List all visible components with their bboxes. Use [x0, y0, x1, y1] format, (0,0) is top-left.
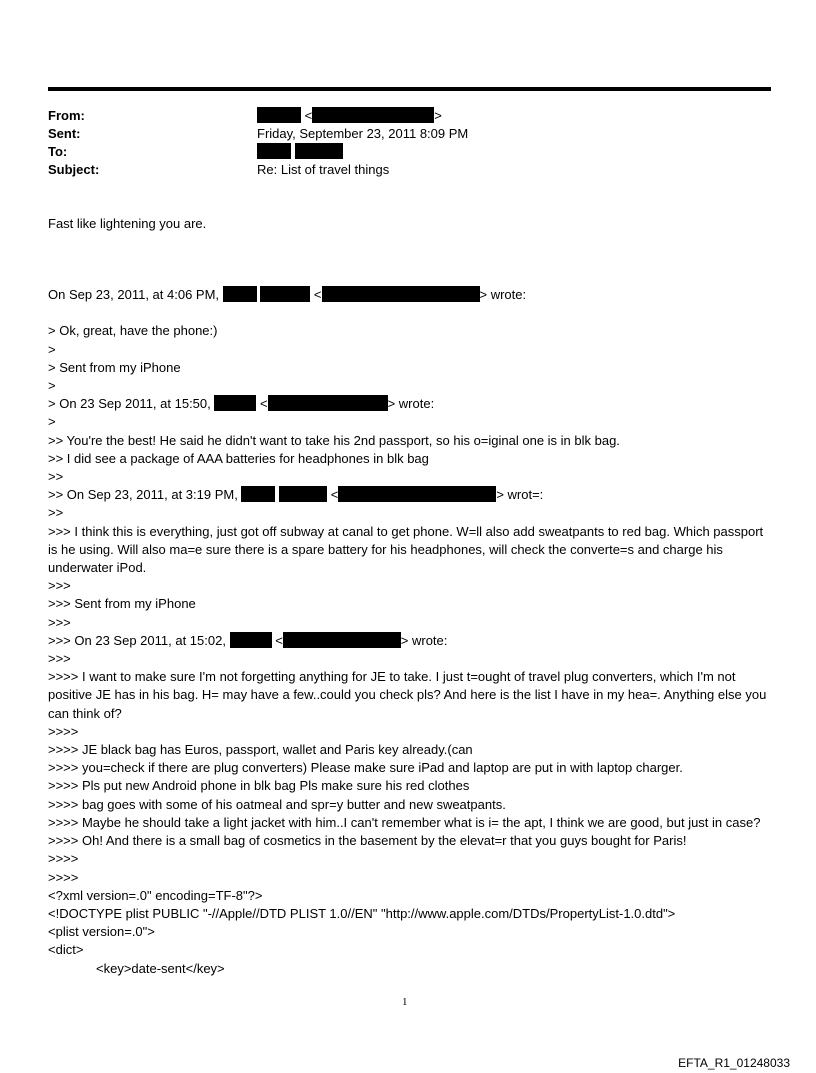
- xml-line: <key>date-sent</key>: [96, 960, 225, 976]
- reply-attribution: > On 23 Sep 2011, at 15:50, < > wrote:: [48, 396, 435, 412]
- quote-line: >>>>: [48, 869, 79, 885]
- xml-line: <plist version=.0">: [48, 924, 155, 940]
- quote-line: >>>>: [48, 851, 79, 867]
- redaction-block: [241, 486, 275, 502]
- quote-line: > Sent from my iPhone: [48, 359, 181, 375]
- quote-line: >: [48, 414, 56, 430]
- redaction-block: [295, 143, 343, 159]
- page-number: 1: [402, 996, 408, 1008]
- quote-line: >: [48, 378, 56, 394]
- subject-value: Re: List of travel things: [257, 162, 390, 177]
- quote-line: >: [48, 341, 56, 357]
- reply-attribution: On Sep 23, 2011, at 4:06 PM, < > wrote:: [48, 287, 527, 302]
- quote-line: >> I did see a package of AAA batteries for headphones in blk bag: [48, 450, 429, 466]
- redaction-block: [322, 286, 480, 302]
- quote-line: >>>: [48, 614, 71, 630]
- quote-line: >>>: [48, 651, 71, 667]
- sent-value: Friday, September 23, 2011 8:09 PM: [257, 126, 469, 141]
- document-id: EFTA_R1_01248033: [678, 1056, 790, 1070]
- quoted-thread: [48, 286, 772, 978]
- redaction-block: [257, 107, 301, 123]
- redaction-block: [230, 632, 272, 648]
- to-value: [257, 143, 343, 161]
- to-label: To:: [48, 144, 68, 159]
- quote-line: >>>> Pls put new Android phone in blk bag Pls make sure his red clothes: [48, 778, 470, 794]
- reply-attribution: >> On Sep 23, 2011, at 3:19 PM, < > wrot=:: [48, 487, 544, 503]
- redaction-block: [283, 632, 401, 648]
- redaction-block: [279, 486, 327, 502]
- quote-paragraph: >>>> I want to make sure I'm not forgetting anything for JE to take. I just t=ought of travel plug converters, which I'm not positive JE has in his bag. H= may have a few..could you check pls? And here is the list I have in my hea=. Anything else you can think of?: [48, 669, 767, 721]
- quote-paragraph: >>>> Maybe he should take a light jacket with him..I can't remember what is i= the apt, I think we are good, but just in case?: [48, 814, 761, 830]
- quote-line: >>>> Oh! And there is a small bag of cosmetics in the basement by the elevat=r that you guys bought for Paris!: [48, 833, 687, 849]
- redaction-block: [257, 143, 291, 159]
- redaction-block: [260, 286, 310, 302]
- quote-line: >>>>: [48, 723, 79, 739]
- xml-line: <dict>: [48, 942, 84, 958]
- redaction-block: [268, 395, 388, 411]
- quote-paragraph: >>> I think this is everything, just got off subway at canal to get phone. W=ll also add sweatpants to red bag. Which passport is he using. Will also ma=e sure there is a spare battery for his headphones, will check the converte=s and charge his underwater iPod.: [48, 523, 764, 576]
- message-intro: [48, 215, 772, 233]
- quote-line: > Ok, great, have the phone:): [48, 323, 218, 339]
- redaction-block: [223, 286, 257, 302]
- reply-attribution: >>> On 23 Sep 2011, at 15:02, < > wrote:: [48, 632, 448, 648]
- from-label: From:: [48, 108, 85, 123]
- quote-line: >>>: [48, 578, 71, 594]
- redaction-block: [338, 486, 496, 502]
- xml-line: <!DOCTYPE plist PUBLIC "-//Apple//DTD PLIST 1.0//EN" "http://www.apple.com/DTDs/PropertyList-1.0.dtd">: [48, 905, 676, 921]
- xml-line: <?xml version=.0" encoding=TF-8"?>: [48, 887, 263, 903]
- quote-line: >>>> you=check if there are plug converters) Please make sure iPad and laptop are put in with laptop charger.: [48, 760, 683, 776]
- quote-line: >>>> JE black bag has Euros, passport, wallet and Paris key already.(can: [48, 742, 473, 758]
- redaction-block: [214, 395, 256, 411]
- intro-text: Fast like lightening you are.: [48, 216, 207, 231]
- quote-line: >>: [48, 469, 64, 485]
- header-divider: [48, 87, 771, 91]
- quote-line: >>: [48, 505, 64, 521]
- sent-label: Sent:: [48, 126, 81, 141]
- subject-label: Subject:: [48, 162, 100, 177]
- from-value: < >: [257, 107, 442, 125]
- redaction-block: [312, 107, 434, 123]
- quote-line: >>>> bag goes with some of his oatmeal and spr=y butter and new sweatpants.: [48, 796, 506, 812]
- quote-line: >>> Sent from my iPhone: [48, 596, 196, 612]
- quote-line: >> You're the best! He said he didn't want to take his 2nd passport, so his o=iginal one is in blk bag.: [48, 432, 620, 448]
